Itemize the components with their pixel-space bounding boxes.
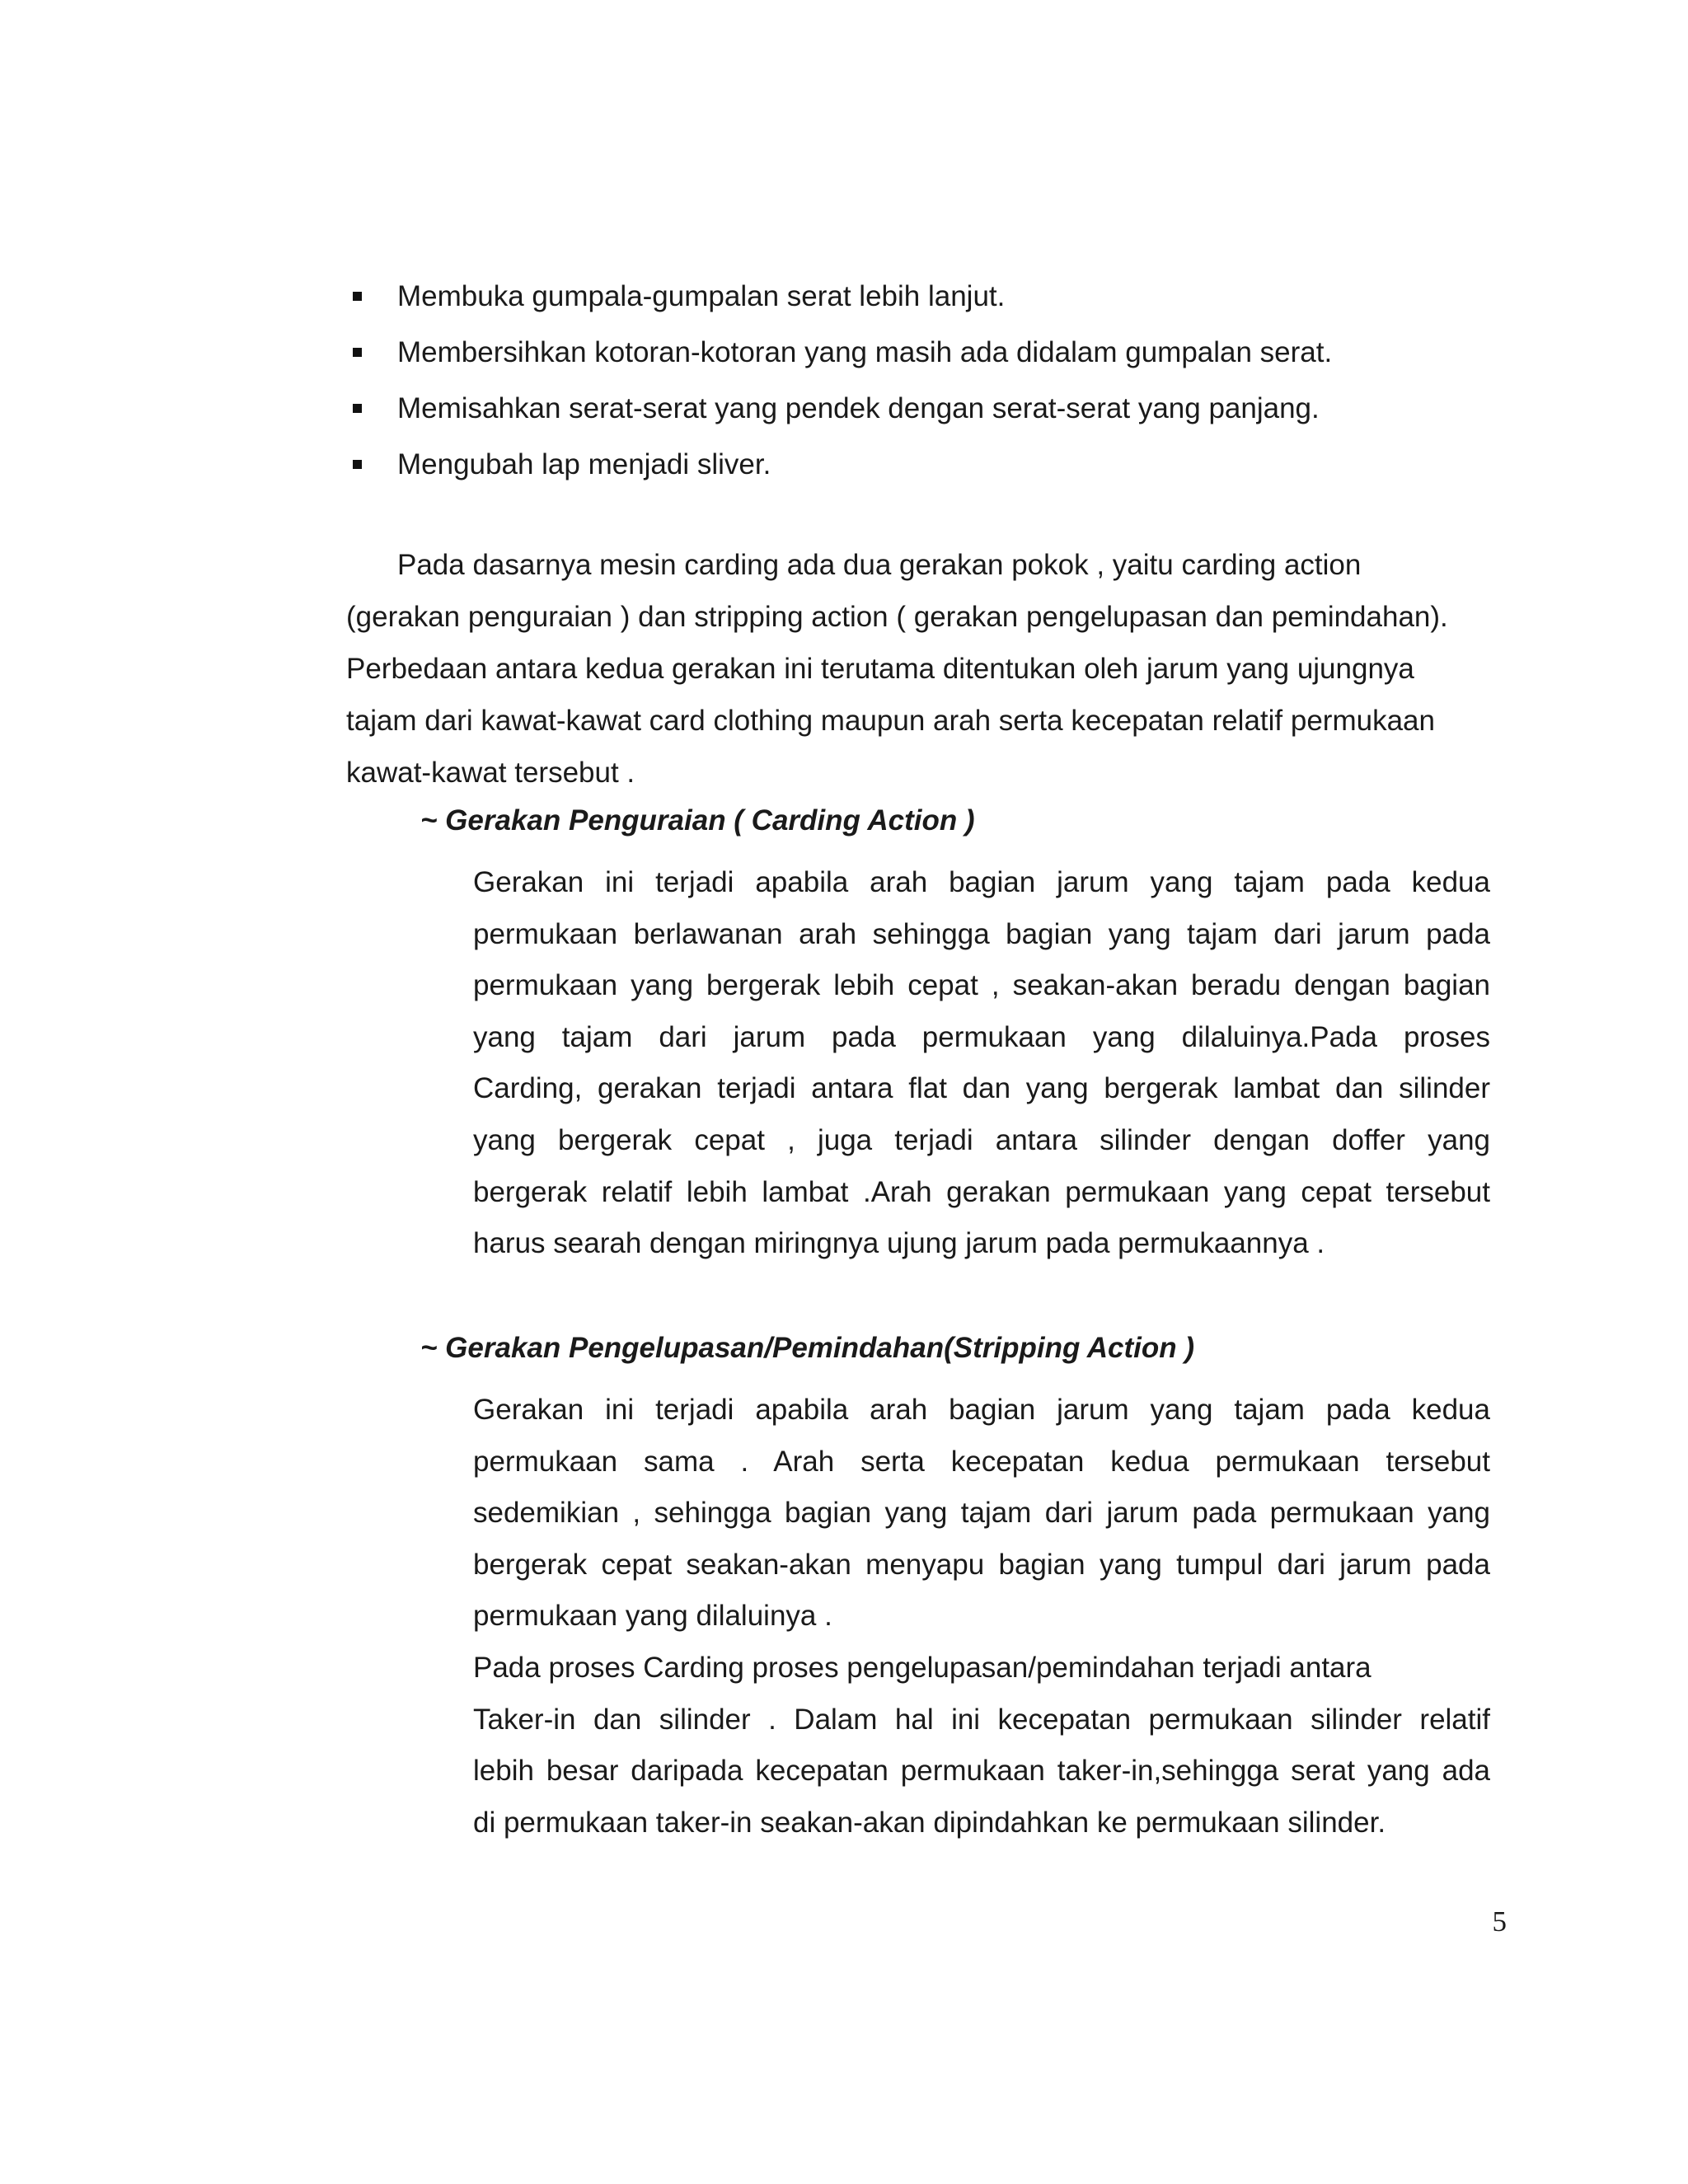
square-bullet-icon bbox=[353, 460, 362, 469]
body-line: Carding, gerakan terjadi antara flat dan yang bergerak lambat dan silinder bbox=[473, 1072, 1490, 1105]
bullet-item bbox=[346, 269, 1500, 325]
body-line: Pada proses Carding proses pengelupasan/pemindahan terjadi antara bbox=[473, 1651, 1372, 1684]
intro-paragraph bbox=[346, 539, 1498, 799]
section-heading-stripping-action: ~ Gerakan Pengelupasan/Pemindahan(Stripping Action ) bbox=[420, 1332, 1195, 1364]
bullet-text: Membuka gumpala-gumpalan serat lebih lanjut. bbox=[397, 280, 1006, 312]
body-line: lebih besar daripada kecepatan permukaan taker-in,sehingga serat yang ada bbox=[473, 1755, 1490, 1788]
square-bullet-icon bbox=[353, 292, 362, 301]
bullet-text: Membersihkan kotoran-kotoran yang masih ada didalam gumpalan serat. bbox=[397, 336, 1333, 368]
body-line: bergerak cepat seakan-akan menyapu bagian yang tumpul dari jarum pada bbox=[473, 1548, 1490, 1581]
square-bullet-icon bbox=[353, 348, 362, 357]
section-body-stripping-action bbox=[473, 1385, 1490, 1849]
body-line: Gerakan ini terjadi apabila arah bagian jarum yang tajam pada kedua bbox=[473, 866, 1490, 898]
body-line: di permukaan taker-in seakan-akan dipindahkan ke permukaan silinder. bbox=[473, 1806, 1386, 1839]
intro-line: (gerakan penguraian ) dan stripping action ( gerakan pengelupasan dan pemindahan). bbox=[346, 601, 1448, 633]
bullet-text: Mengubah lap menjadi sliver. bbox=[397, 448, 771, 480]
body-line: sedemikian , sehingga bagian yang tajam dari jarum pada permukaan yang bbox=[473, 1497, 1490, 1530]
body-line: permukaan berlawanan arah sehingga bagian yang tajam dari jarum pada bbox=[473, 917, 1490, 950]
square-bullet-icon bbox=[353, 404, 362, 413]
body-line: Gerakan ini terjadi apabila arah bagian jarum yang tajam pada kedua bbox=[473, 1394, 1490, 1426]
body-line: permukaan yang bergerak lebih cepat , seakan-akan beradu dengan bagian bbox=[473, 969, 1490, 1002]
section-body-carding-action bbox=[473, 857, 1490, 1270]
bullet-item bbox=[346, 325, 1500, 381]
body-line: yang bergerak cepat , juga terjadi antara silinder dengan doffer yang bbox=[473, 1123, 1490, 1156]
intro-line: Pada dasarnya mesin carding ada dua gerakan pokok , yaitu carding action bbox=[397, 549, 1362, 581]
bullet-item bbox=[346, 437, 1500, 493]
bullet-list bbox=[346, 269, 1500, 493]
intro-line: tajam dari kawat-kawat card clothing maupun arah serta kecepatan relatif permukaan bbox=[346, 705, 1435, 737]
section-heading-carding-action: ~ Gerakan Penguraian ( Carding Action ) bbox=[420, 804, 975, 837]
page-number: 5 bbox=[1492, 1905, 1507, 1938]
body-line: permukaan sama . Arah serta kecepatan kedua permukaan tersebut bbox=[473, 1445, 1490, 1478]
body-line: permukaan yang dilaluinya . bbox=[473, 1600, 832, 1633]
bullet-text: Memisahkan serat-serat yang pendek dengan serat-serat yang panjang. bbox=[397, 392, 1320, 424]
body-line: Taker-in dan silinder . Dalam hal ini kecepatan permukaan silinder relatif bbox=[473, 1703, 1490, 1736]
intro-line: Perbedaan antara kedua gerakan ini terutama ditentukan oleh jarum yang ujungnya bbox=[346, 653, 1414, 685]
body-line: harus searah dengan miringnya ujung jarum pada permukaannya . bbox=[473, 1227, 1325, 1260]
intro-line: kawat-kawat tersebut . bbox=[346, 757, 635, 789]
bullet-item bbox=[346, 381, 1500, 437]
body-line: yang tajam dari jarum pada permukaan yang dilaluinya.Pada proses bbox=[473, 1020, 1490, 1053]
body-line: bergerak relatif lebih lambat .Arah gerakan permukaan yang cepat tersebut bbox=[473, 1175, 1490, 1208]
